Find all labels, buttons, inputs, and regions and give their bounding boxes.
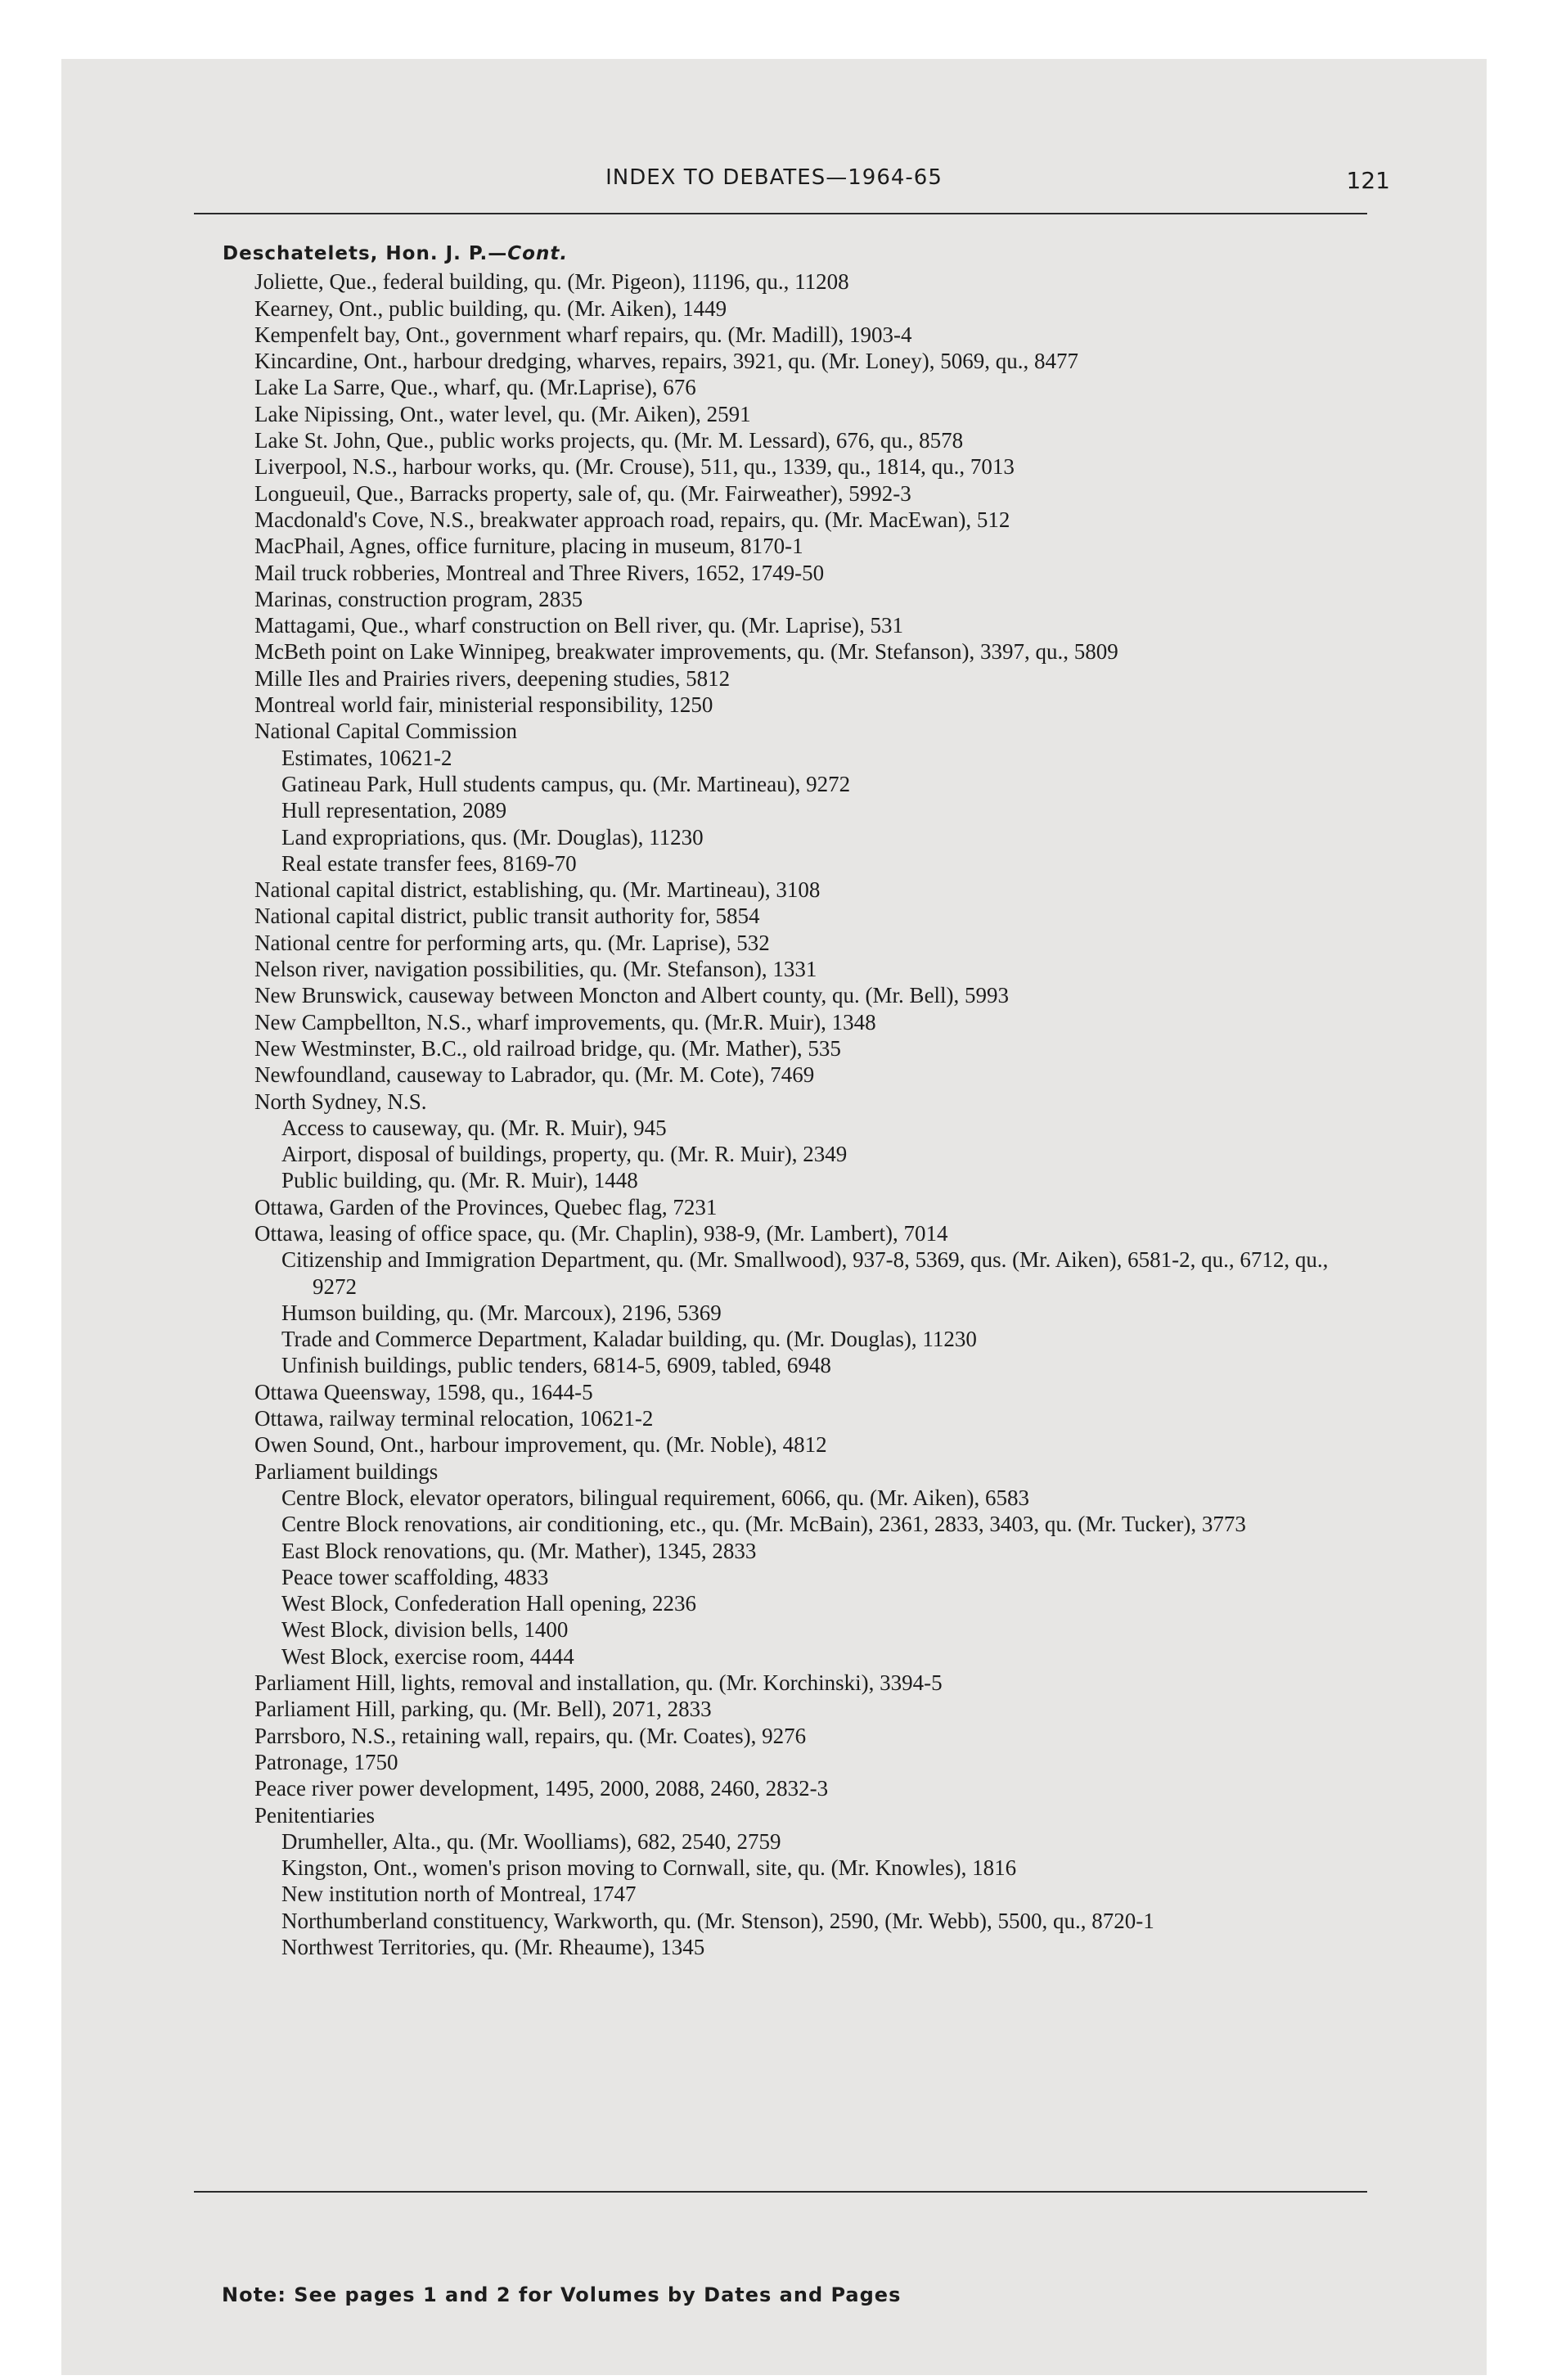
index-subentry: West Block, Confederation Hall opening, 2236 [281, 1591, 696, 1616]
index-subentry: Centre Block, elevator operators, bilingual requirement, 6066, qu. (Mr. Aiken), 6583 [281, 1485, 1030, 1510]
index-subentry: West Block, exercise room, 4444 [281, 1643, 574, 1669]
index-subentry: East Block renovations, qu. (Mr. Mather), 1345, 2833 [281, 1538, 757, 1563]
scanned-page [61, 59, 1487, 2375]
section-name: Deschatelets, Hon. J. P.— [223, 243, 508, 264]
index-entry: Lake St. John, Que., public works projects, qu. (Mr. M. Lessard), 676, qu., 8578 [254, 428, 964, 453]
index-subentry: Unfinish buildings, public tenders, 6814-5, 6909, tabled, 6948 [281, 1353, 831, 1378]
page-header [61, 165, 1487, 198]
index-entry: Parliament buildings [254, 1458, 439, 1484]
index-entry: Lake La Sarre, Que., wharf, qu. (Mr.Laprise), 676 [254, 375, 696, 400]
index-subentry: Airport, disposal of buildings, property, qu. (Mr. R. Muir), 2349 [281, 1142, 848, 1167]
index-subentry: Citizenship and Immigration Department, qu. (Mr. Smallwood), 937-8, 5369, qus. (Mr. Aiken), 6581-2, qu., 6712, qu., 9272 [281, 1247, 1329, 1299]
index-entry: National centre for performing arts, qu. (Mr. Laprise), 532 [254, 930, 770, 955]
section-cont: Cont. [507, 243, 569, 264]
index-entry: Parliament Hill, parking, qu. (Mr. Bell), 2071, 2833 [254, 1697, 712, 1722]
index-entry: Peace river power development, 1495, 2000, 2088, 2460, 2832-3 [254, 1776, 829, 1801]
index-entry: MacPhail, Agnes, office furniture, placing in museum, 8170-1 [254, 534, 803, 559]
index-entry: Owen Sound, Ont., harbour improvement, qu. (Mr. Noble), 4812 [254, 1432, 827, 1458]
index-entry: Ottawa, railway terminal relocation, 10621-2 [254, 1406, 654, 1431]
index-entry: North Sydney, N.S. [254, 1089, 427, 1114]
index-entry: Parliament Hill, lights, removal and installation, qu. (Mr. Korchinski), 3394-5 [254, 1670, 943, 1696]
index-subentry: New institution north of Montreal, 1747 [281, 1882, 637, 1907]
index-subentry: Public building, qu. (Mr. R. Muir), 1448 [281, 1168, 638, 1193]
index-entry: National Capital Commission [254, 719, 517, 744]
index-entry: Kearney, Ont., public building, qu. (Mr. Aiken), 1449 [254, 295, 727, 321]
index-entry: Longueuil, Que., Barracks property, sale of, qu. (Mr. Fairweather), 5992-3 [254, 480, 911, 506]
index-entry: Lake Nipissing, Ont., water level, qu. (Mr. Aiken), 2591 [254, 401, 751, 426]
index-subentry: Estimates, 10621-2 [281, 745, 452, 770]
index-entry: Joliette, Que., federal building, qu. (Mr. Pigeon), 11196, qu., 11208 [254, 269, 849, 295]
index-subentry: Drumheller, Alta., qu. (Mr. Woolliams), 682, 2540, 2759 [281, 1828, 781, 1854]
index-subentry: Access to causeway, qu. (Mr. R. Muir), 945 [281, 1115, 667, 1140]
index-entry: Ottawa, Garden of the Provinces, Quebec flag, 7231 [254, 1194, 718, 1219]
index-subentry: Peace tower scaffolding, 4833 [281, 1564, 549, 1589]
index-subentry: Real estate transfer fees, 8169-70 [281, 850, 577, 876]
index-entry: Nelson river, navigation possibilities, qu. (Mr. Stefanson), 1331 [254, 957, 817, 982]
index-entry: National capital district, establishing, qu. (Mr. Martineau), 3108 [254, 877, 821, 903]
index-entry: Montreal world fair, ministerial responsibility, 1250 [254, 692, 713, 718]
index-subentry: West Block, division bells, 1400 [281, 1617, 569, 1643]
footer-note: Note: See pages 1 and 2 for Volumes by Dates and Pages [222, 2283, 902, 2306]
section-heading [223, 241, 1368, 267]
index-subentry: Land expropriations, qus. (Mr. Douglas), 11230 [281, 824, 704, 850]
index-subentry: Northwest Territories, qu. (Mr. Rheaume), 1345 [281, 1935, 705, 1959]
index-entry: New Westminster, B.C., old railroad bridge, qu. (Mr. Mather), 535 [254, 1035, 841, 1061]
index-entry: Marinas, construction program, 2835 [254, 586, 583, 611]
index-subentry: Trade and Commerce Department, Kaladar building, qu. (Mr. Douglas), 11230 [281, 1327, 977, 1352]
index-entry: Ottawa, leasing of office space, qu. (Mr. Chaplin), 938-9, (Mr. Lambert), 7014 [254, 1220, 948, 1246]
index-entry: Liverpool, N.S., harbour works, qu. (Mr. Crouse), 511, qu., 1339, qu., 1814, qu., 7013 [254, 454, 1015, 480]
index-entry: National capital district, public transit authority for, 5854 [254, 904, 760, 929]
header-rule [194, 213, 1367, 214]
header-title: INDEX TO DEBATES—1964-65 [605, 165, 943, 190]
index-subentry: Gatineau Park, Hull students campus, qu. (Mr. Martineau), 9272 [281, 771, 851, 796]
index-entry: Newfoundland, causeway to Labrador, qu. (Mr. M. Cote), 7469 [254, 1062, 815, 1088]
index-subentry: Humson building, qu. (Mr. Marcoux), 2196, 5369 [281, 1300, 722, 1325]
index-entry: Mille Iles and Prairies rivers, deepening studies, 5812 [254, 665, 731, 691]
index-entries [223, 241, 1368, 1960]
index-entry: Kempenfelt bay, Ont., government wharf repairs, qu. (Mr. Madill), 1903-4 [254, 322, 912, 347]
index-entry: Ottawa Queensway, 1598, qu., 1644-5 [254, 1379, 593, 1404]
footer-rule [194, 2191, 1367, 2193]
index-subentry: Kingston, Ont., women's prison moving to Cornwall, site, qu. (Mr. Knowles), 1816 [281, 1855, 1017, 1881]
index-entry: Penitentiaries [254, 1802, 375, 1828]
page-number: 121 [1346, 167, 1390, 194]
index-entry: Patronage, 1750 [254, 1749, 398, 1774]
index-entry: Kincardine, Ont., harbour dredging, wharves, repairs, 3921, qu. (Mr. Loney), 5069, qu., 8477 [254, 349, 1079, 374]
index-entry: Mail truck robberies, Montreal and Three Rivers, 1652, 1749-50 [254, 560, 825, 585]
index-entry: McBeth point on Lake Winnipeg, breakwater improvements, qu. (Mr. Stefanson), 3397, qu., 5809 [254, 639, 1118, 665]
index-subentry: Centre Block renovations, air conditioning, etc., qu. (Mr. McBain), 2361, 2833, 3403, qu. (Mr. Tucker), 3773 [281, 1512, 1246, 1537]
index-entry: New Brunswick, causeway between Moncton and Albert county, qu. (Mr. Bell), 5993 [254, 983, 1010, 1008]
index-subentry: Hull representation, 2089 [281, 798, 507, 823]
index-entry: New Campbellton, N.S., wharf improvements, qu. (Mr.R. Muir), 1348 [254, 1009, 876, 1034]
index-entry: Parrsboro, N.S., retaining wall, repairs, qu. (Mr. Coates), 9276 [254, 1723, 807, 1748]
index-entry: Mattagami, Que., wharf construction on Bell river, qu. (Mr. Laprise), 531 [254, 613, 903, 638]
index-subentry: Northumberland constituency, Warkworth, qu. (Mr. Stenson), 2590, (Mr. Webb), 5500, qu., 8720-1 [281, 1908, 1154, 1933]
index-entry: Macdonald's Cove, N.S., breakwater approach road, repairs, qu. (Mr. MacEwan), 512 [254, 507, 1010, 532]
entry-list [223, 268, 1368, 1960]
